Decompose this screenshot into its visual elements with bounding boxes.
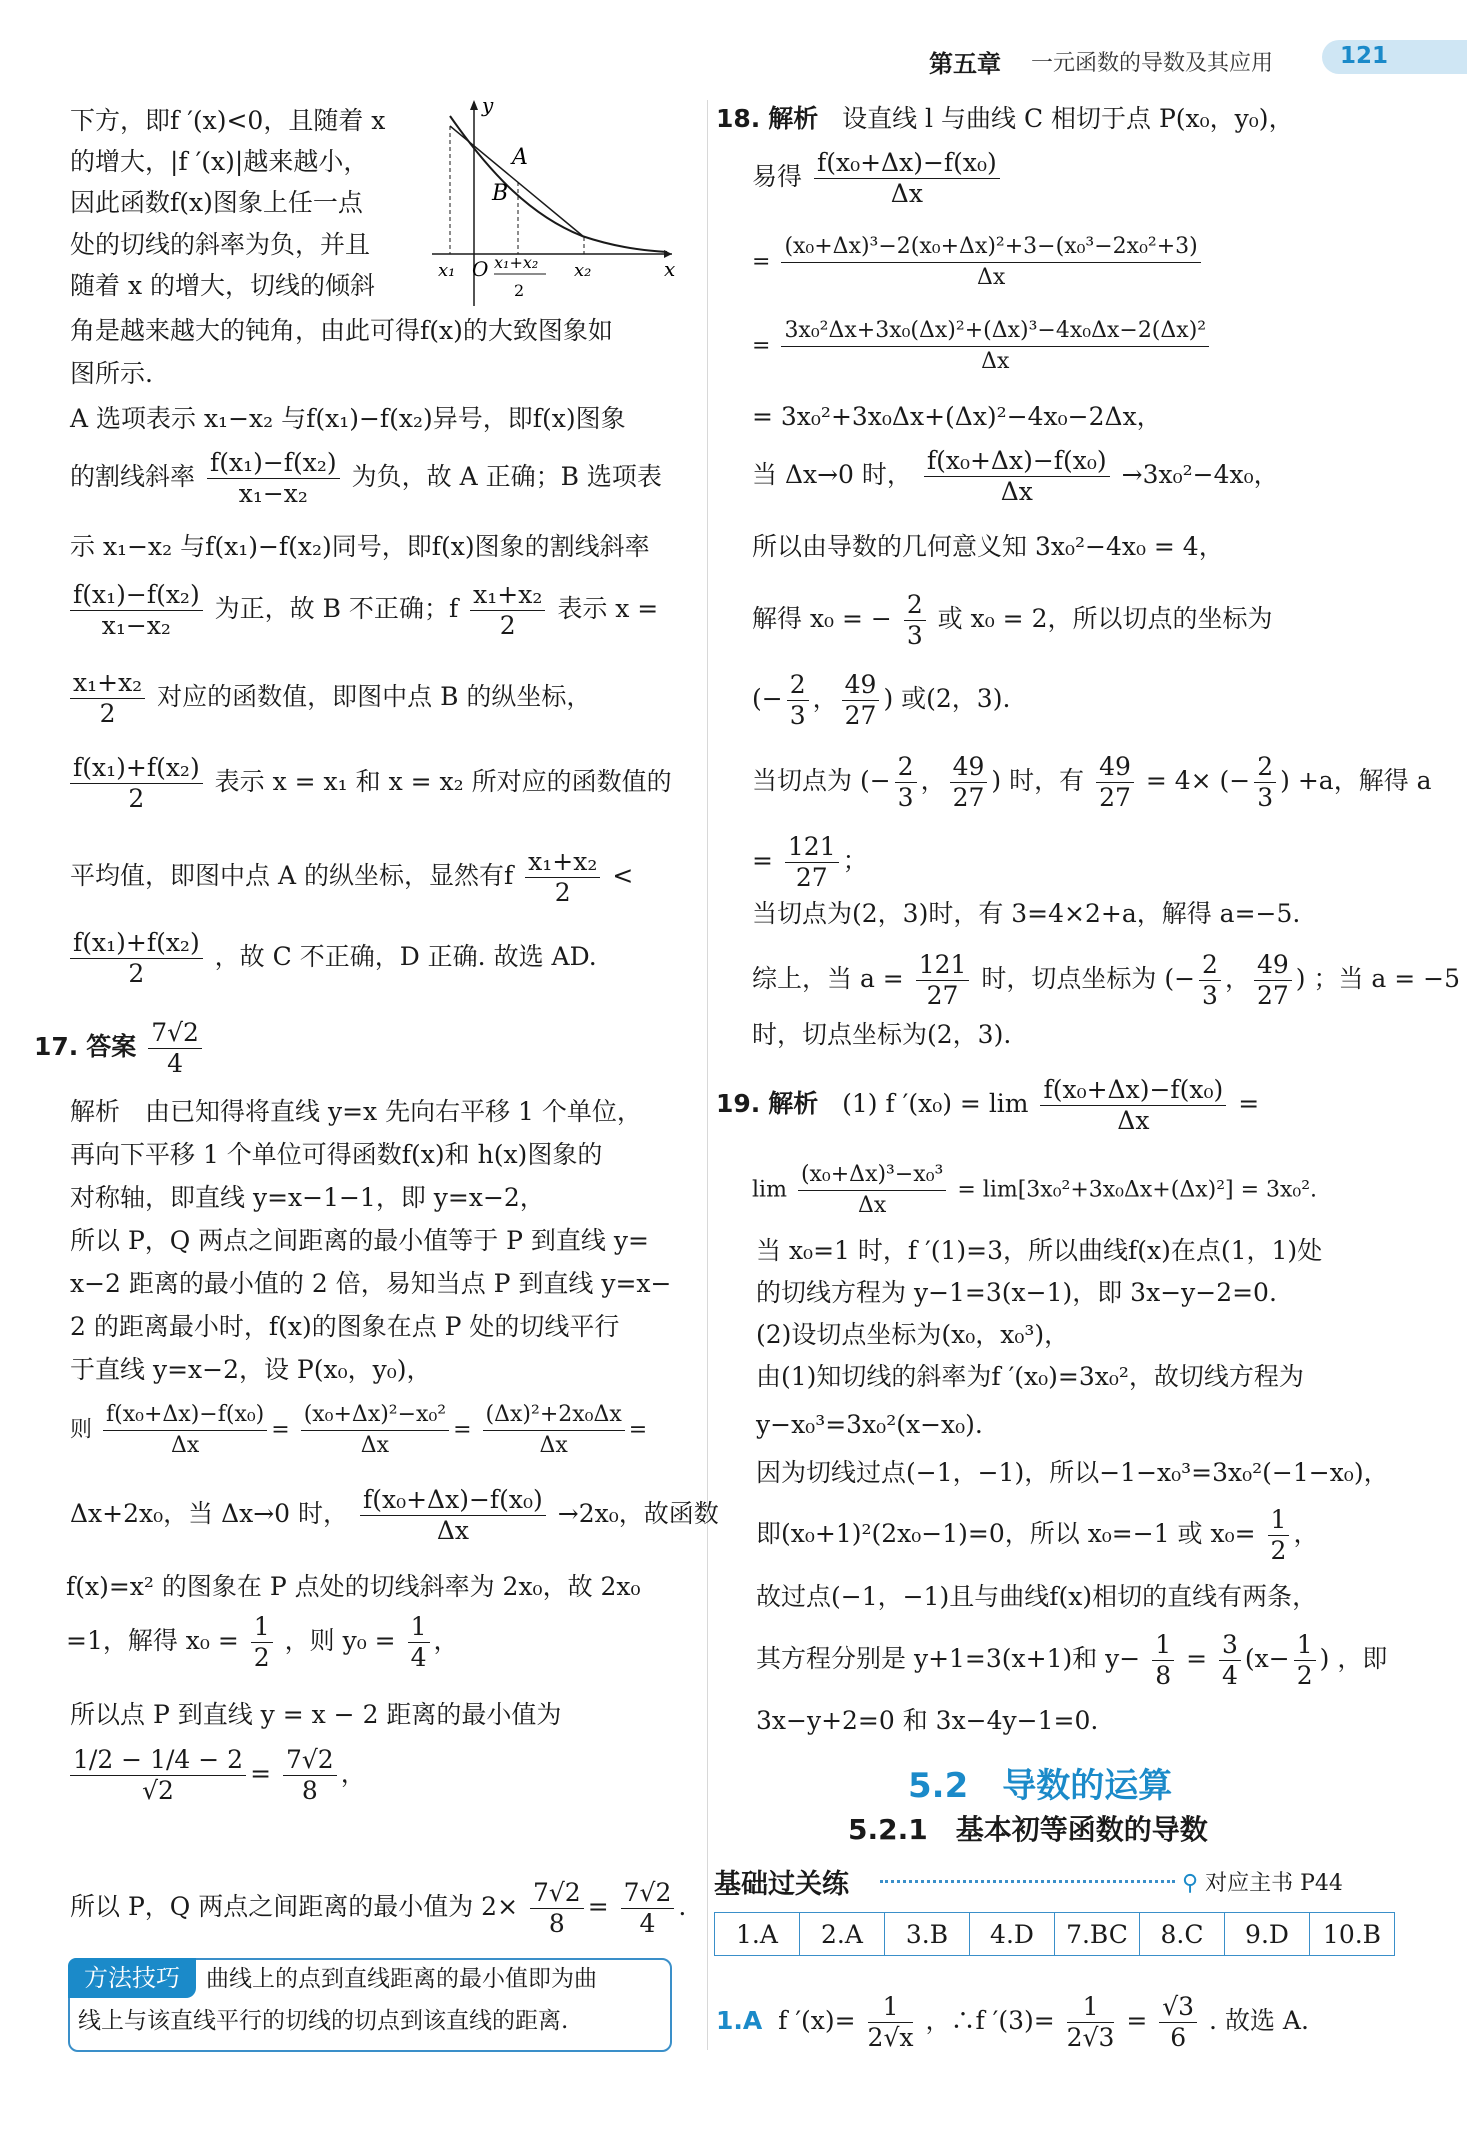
chapter-title: 一元函数的导数及其应用 [1031, 51, 1274, 76]
text-span: →2x₀，故函数 [557, 1499, 719, 1528]
text-span: (1) f ′(x₀) = lim [842, 1089, 1029, 1118]
denominator: 2 [99, 699, 116, 728]
text-span: 表示 x = [557, 594, 659, 623]
denominator: Δx [170, 1433, 200, 1458]
text-span: 当切点为 [752, 766, 853, 795]
graph-mid: x₁+x₂ [494, 253, 539, 272]
denominator: x₁−x₂ [238, 479, 308, 508]
subsection-title: 5.2.1 基本初等函数的导数 [848, 1813, 1208, 1846]
text-span: 为正，故 B 不正确；f [214, 594, 459, 623]
text-line: 时，切点坐标为(2，3). [752, 1020, 1012, 1049]
denominator: 3 [906, 621, 923, 650]
denominator: 2 [253, 1643, 270, 1672]
text-span: . 故选 A. [1209, 2006, 1309, 2035]
text-span: 当 Δx→0 时， [752, 460, 912, 489]
denominator: 2√3 [1066, 2023, 1115, 2052]
text-span: 表示 x = x₁ 和 x = x₂ 所对应的函数值的 [214, 767, 672, 796]
text-span: lim [752, 1177, 787, 1203]
text-span: 其方程分别是 y+1=3(x+1)和 y− [756, 1644, 1141, 1673]
numerator: f(x₁)+f(x₂) [70, 753, 203, 784]
graph-y-label: y [482, 96, 494, 117]
graph-point-a: A [512, 145, 528, 170]
numerator: 49 [842, 670, 880, 701]
numerator: 7√2 [148, 1018, 202, 1049]
text-line: 下方，即f ′(x)<0，且随着 x [70, 106, 386, 135]
numerator: 121 [785, 832, 839, 863]
numerator: 2 [1199, 950, 1221, 981]
text-span: = [1238, 1089, 1260, 1118]
text-line [752, 590, 1273, 651]
question-header [716, 102, 1294, 136]
text-span: 或(2，3). [901, 684, 1011, 713]
text-line: 2 的距离最小时，f(x)的图象在点 P 处的切线平行 [70, 1312, 620, 1341]
text-line: 平均值，即图中点 A 的纵坐标，显然有f $\frac{\text{x₁+x₂}}{2}$ < [70, 847, 634, 907]
question-number: 19. [716, 1089, 761, 1118]
text-span: = [752, 333, 771, 359]
text-line: y−x₀³=3x₀²(x−x₀). [756, 1410, 983, 1439]
text-line [752, 316, 1213, 377]
fraction [895, 752, 917, 813]
numerator: (Δx)²+2x₀Δx [483, 1400, 625, 1431]
text-line [70, 1485, 719, 1546]
denominator: 4 [1221, 1661, 1238, 1690]
denominator: 8 [1155, 1661, 1172, 1690]
numerator: (x₀+Δx)³−2(x₀+Δx)²+3−(x₀³−2x₀²+3) [781, 232, 1200, 263]
function-graph [432, 96, 680, 316]
denominator: 3 [789, 701, 806, 730]
fraction [70, 928, 203, 989]
denominator: Δx [858, 1193, 887, 1218]
denominator: Δx [539, 1433, 568, 1458]
denominator: 27 [795, 863, 828, 892]
fraction [408, 1612, 430, 1673]
text-line: (2)设切点坐标为(x₀，x₀³)， [756, 1320, 1070, 1349]
text-line: 当 x₀=1 时，f ′(1)=3，所以曲线f(x)在点(1，1)处 [756, 1236, 1323, 1265]
numerator: (x₀+Δx)³−x₀³ [798, 1160, 946, 1191]
numerator: 7√2 [283, 1745, 337, 1776]
fraction [1159, 1992, 1197, 2053]
analysis-label: 解析 [768, 104, 819, 133]
text-line: 所以 P，Q 两点之间距离的最小值为 2× $\frac{7√2}{8}$ = $\frac{7√2}{4}$ . [70, 1878, 687, 1938]
text-span: 时，有 [1009, 766, 1085, 795]
answer-label: 答案 [86, 1032, 137, 1061]
dotted-rule [880, 1880, 1175, 1883]
text-line: 所以由导数的几何意义知 3x₀²−4x₀ = 4， [752, 532, 1224, 561]
text-line [752, 148, 1004, 209]
fraction [1294, 1630, 1316, 1691]
numerator: 3x₀²Δx+3x₀(Δx)²+(Δx)³−4x₀Δx−2(Δx)² [781, 316, 1209, 347]
text-line: 当切点为 (− $\frac{2}{3}$ ， $\frac{49}{27}$ ) 时，有 $\frac{49}{27}$ = 4× (− $\frac{2}{3}$ ) +a，解得 a [752, 752, 1432, 812]
fraction [916, 950, 970, 1011]
text-line: 由(1)知切线的斜率为f ′(x₀)=3x₀²，故切线方程为 [756, 1362, 1304, 1391]
numerator: f(x₁)+f(x₂) [70, 928, 203, 959]
text-line: = $\frac{121}{27}$ ； [752, 832, 868, 892]
numerator: 1 [1067, 1992, 1115, 2023]
denominator: 3 [1202, 981, 1218, 1010]
question-header [34, 1018, 206, 1079]
text-line: x−2 距离的最小值的 2 倍，易知当点 P 到直线 y=x− [70, 1269, 672, 1298]
text-line: 图所示. [70, 359, 153, 388]
text-line [752, 446, 1279, 507]
fraction [283, 1745, 337, 1806]
fraction [621, 1878, 675, 1939]
denominator: 6 [1170, 2023, 1187, 2052]
basic-practice-label: 基础过关练 [714, 1869, 849, 1900]
numerator: f(x₁)−f(x₂) [70, 580, 203, 611]
graph-origin: O [472, 257, 489, 281]
text-line: 随着 x 的增大，切线的倾斜 [70, 271, 375, 300]
text-line [66, 753, 672, 814]
text-line [70, 448, 662, 509]
denominator: 27 [1256, 981, 1289, 1010]
numerator: 1 [251, 1612, 273, 1643]
text-span: 或 x₀ = 2，所以切点的坐标为 [937, 604, 1273, 633]
text-span: ，故 C 不正确，D 正确. 故选 AD. [214, 942, 597, 971]
question-header [716, 1075, 1259, 1136]
numerator: (x₀+Δx)²−x₀² [301, 1400, 449, 1431]
text-span: = 4× [1145, 766, 1212, 795]
fraction [1219, 1630, 1241, 1691]
text-span: 平均值，即图中点 A 的纵坐标，显然有f [70, 861, 514, 890]
text-span: = [1126, 2006, 1148, 2035]
text-line: 的切线方程为 y−1=3(x−1)，即 3x−y−2=0. [756, 1278, 1277, 1307]
fraction [787, 670, 809, 731]
text-span: 所以 P，Q 两点之间距离的最小值为 2× [70, 1892, 519, 1921]
fraction [483, 1400, 625, 1461]
fraction [1067, 1992, 1115, 2053]
denominator: Δx [981, 349, 1010, 374]
answer-cell: 9.D [1225, 1913, 1310, 1956]
numerator: f(x₀+Δx)−f(x₀) [360, 1485, 546, 1516]
denominator: Δx [436, 1516, 469, 1545]
text-span: 设直线 l 与曲线 C 相切于点 P(x₀，y₀)， [842, 104, 1294, 133]
text-span: = [752, 249, 771, 275]
text-span: 综上，当 a = [752, 964, 904, 993]
numerator: 2 [1254, 752, 1276, 783]
text-span: 则 [70, 1417, 93, 1443]
text-line: 所以 P，Q 两点之间距离的最小值等于 P 到直线 y= [70, 1226, 649, 1255]
denominator: √2 [142, 1776, 174, 1805]
method-tip-text: 线上与该直线平行的切线的切点到该直线的距离. [78, 2008, 569, 2034]
numerator: 2 [895, 752, 917, 783]
denominator: Δx [976, 265, 1006, 290]
text-span: =1，解得 x₀ = [66, 1626, 239, 1655]
fraction [924, 446, 1110, 507]
text-line: 处的切线的斜率为负，并且 [70, 230, 371, 259]
numerator: 49 [1254, 950, 1292, 981]
denominator: 27 [952, 783, 985, 812]
fraction [301, 1400, 449, 1461]
fraction [148, 1018, 202, 1079]
text-line: 示 x₁−x₂ 与f(x₁)−f(x₂)同号，即f(x)图象的割线斜率 [70, 532, 650, 561]
denominator: 2 [128, 959, 145, 988]
text-line: 当切点为(2，3)时，有 3=4×2+a，解得 a=−5. [752, 899, 1301, 928]
denominator: 27 [844, 701, 877, 730]
numerator: 3 [1219, 1630, 1241, 1661]
fraction [1040, 1075, 1226, 1136]
fraction [1096, 752, 1134, 813]
denominator: 2 [128, 784, 145, 813]
text-line: (− $\frac{2}{3}$ ， $\frac{49}{27}$ ) 或(2，3). [752, 670, 1011, 730]
column-divider [707, 100, 708, 2050]
fraction [207, 448, 340, 509]
denominator: 2 [1296, 1661, 1313, 1690]
denominator: 2 [554, 878, 571, 907]
denominator: 4 [410, 1643, 427, 1672]
fraction [842, 670, 880, 731]
denominator: 4 [639, 1909, 656, 1938]
fraction [904, 590, 926, 651]
fraction [360, 1485, 546, 1546]
fraction [70, 1745, 246, 1806]
fraction [950, 752, 988, 813]
text-line: 其方程分别是 y+1=3(x+1)和 y− $\frac{1}{8}$ = $\frac{3}{4}$ (x− $\frac{1}{2}$ ) ，即 [756, 1630, 1388, 1690]
numerator: 49 [1096, 752, 1134, 783]
text-span: ，∴f ′(3)= [925, 2006, 1055, 2035]
fraction [781, 232, 1200, 293]
graph-x1: x₁ [438, 260, 456, 281]
text-span: 为负，故 A 正确；B 选项表 [351, 462, 662, 491]
text-line: 于直线 y=x−2，设 P(x₀，y₀)， [70, 1355, 432, 1384]
text-line: 因为切线过点(−1，−1)，所以−1−x₀³=3x₀²(−1−x₀)， [756, 1458, 1389, 1487]
denominator: 3 [897, 783, 914, 812]
section-title: 5.2 导数的运算 [908, 1766, 1173, 1806]
numerator: 1/2 − 1/4 − 2 [70, 1745, 246, 1776]
answer-cell: 4.D [970, 1913, 1055, 1956]
fraction [785, 832, 839, 893]
numerator: 1 [868, 1992, 914, 2023]
fraction [530, 1878, 584, 1939]
text-span: ，则 y₀ = [284, 1626, 396, 1655]
numerator: f(x₀+Δx)−f(x₀) [1040, 1075, 1226, 1106]
answer-cell: 2.A [800, 1913, 885, 1956]
denominator: 2√x [867, 2023, 914, 2052]
graph-point-b: B [492, 181, 509, 206]
text-line: 角是越来越大的钝角，由此可得f(x)的大致图象如 [70, 316, 613, 345]
text-line: 再向下平移 1 个单位可得函数f(x)和 h(x)图象的 [70, 1140, 603, 1169]
text-span: f ′(x)= [778, 2006, 856, 2035]
graph-x-label: x [664, 257, 676, 281]
numerator: 1 [1152, 1630, 1174, 1661]
answer-cell: 10.B [1310, 1913, 1395, 1956]
text-line: 故过点(−1，−1)且与曲线f(x)相切的直线有两条， [756, 1582, 1318, 1611]
numerator: f(x₀+Δx)−f(x₀) [924, 446, 1110, 477]
fraction [1254, 752, 1276, 813]
text-span: →3x₀²−4x₀， [1121, 460, 1279, 489]
text-line [752, 1160, 1317, 1221]
denominator: Δx [1000, 477, 1033, 506]
text-span: 易得 [752, 162, 803, 191]
fraction [251, 1612, 273, 1673]
fraction [470, 580, 545, 641]
numerator: 1 [1294, 1630, 1316, 1661]
numerator: f(x₀+Δx)−f(x₀) [814, 148, 1000, 179]
denominator: 2 [1270, 1536, 1287, 1565]
denominator: 27 [1099, 783, 1131, 812]
question-number: 17. [34, 1032, 79, 1061]
method-tip-text: 曲线上的点到直线距离的最小值即为曲 [206, 1966, 597, 1992]
denominator: 27 [926, 981, 959, 1010]
fraction [868, 1992, 914, 2053]
graph-x2: x₂ [574, 260, 592, 281]
page-number: 121 [1340, 43, 1389, 69]
numerator: 121 [916, 950, 970, 981]
denominator: 3 [1257, 783, 1274, 812]
text-span: = [1186, 1644, 1208, 1673]
text-line: 所以点 P 到直线 y = x − 2 距离的最小值为 [70, 1700, 562, 1729]
numerator: 1 [1268, 1505, 1290, 1536]
text-span: 时，切点坐标为 [981, 964, 1157, 993]
text-line: 则 $\frac{\text{f(x₀+Δx)−f(x₀)}}{\Delta x}$ = $\frac{\text{(x₀+Δx)²−x₀²}}{\Delta x}$ = $\frac{\text{(Δx)²+2x₀Δx}}{\Delta x}$ = [70, 1400, 647, 1461]
question-number: 1.A [716, 2006, 763, 2035]
fraction [70, 580, 203, 641]
text-line: 即(x₀+1)²(2x₀−1)=0，所以 x₀=−1 或 x₀= $\frac{1}{2}$ ， [756, 1505, 1319, 1565]
question-number: 18. [716, 104, 761, 133]
fraction [525, 847, 600, 908]
fraction [1152, 1630, 1174, 1691]
denominator: 2 [499, 611, 516, 640]
text-line: = 3x₀²+3x₀Δx+(Δx)²−4x₀−2Δx， [752, 402, 1162, 431]
numerator: 7√2 [621, 1878, 675, 1909]
text-line: 解析 由已知得将直线 y=x 先向右平移 1 个单位， [70, 1097, 642, 1126]
text-span: = lim[3x₀²+3x₀Δx+(Δx)²] = 3x₀². [957, 1177, 1318, 1203]
fraction [70, 668, 145, 729]
reference-text: 对应主书 P44 [1205, 1871, 1343, 1896]
text-line [66, 928, 597, 989]
text-span: 的割线斜率 [70, 462, 196, 491]
denominator: x₁−x₂ [101, 611, 171, 640]
denominator: Δx [1117, 1106, 1150, 1135]
chapter-label: 第五章 [929, 50, 1001, 78]
page-number-badge [1322, 40, 1467, 74]
text-line: 对称轴，即直线 y=x−1−1，即 y=x−2， [70, 1183, 545, 1212]
numerator: 7√2 [530, 1878, 584, 1909]
fraction [70, 753, 203, 814]
answer-cell: 3.B [885, 1913, 970, 1956]
text-line [752, 232, 1205, 293]
text-line [66, 668, 591, 729]
denominator: 8 [301, 1776, 318, 1805]
text-span: +a，解得 a [1297, 766, 1432, 795]
denominator: 8 [548, 1909, 565, 1938]
text-span: Δx+2x₀，当 Δx→0 时， [70, 1499, 349, 1528]
text-span: ；当 a = −5 [1313, 964, 1461, 993]
fraction [103, 1400, 267, 1461]
answer-cell: 8.C [1140, 1913, 1225, 1956]
text-line: 的增大，|f ′(x)|越来越小， [70, 147, 369, 176]
fraction [1268, 1505, 1290, 1566]
denominator: Δx [890, 179, 923, 208]
text-line: 综上，当 a = $\frac{121}{27}$ 时，切点坐标为 (− $\frac{2}{3}$ ， $\frac{49}{27}$ ) ；当 a = −5 [752, 950, 1461, 1010]
text-line [716, 1992, 1309, 2053]
reference-link[interactable] [1182, 1866, 1343, 1897]
denominator: Δx [360, 1433, 390, 1458]
fraction [814, 148, 1000, 209]
text-span: 对应的函数值，即图中点 B 的纵坐标， [157, 682, 592, 711]
method-tip-tag: 方法技巧 [68, 1958, 196, 1998]
fraction [781, 316, 1209, 377]
numerator: f(x₀+Δx)−f(x₀) [103, 1400, 267, 1431]
text-line: A 选项表示 x₁−x₂ 与f(x₁)−f(x₂)异号，即f(x)图象 [70, 404, 626, 433]
graph-mid-den: 2 [514, 281, 525, 300]
denominator: 4 [167, 1049, 184, 1078]
text-span: 即(x₀+1)²(2x₀−1)=0，所以 x₀=−1 或 x₀= [756, 1519, 1256, 1548]
numerator: f(x₁)−f(x₂) [207, 448, 340, 479]
text-span: ，即 [1337, 1644, 1388, 1673]
fraction [1254, 950, 1292, 1011]
text-span: 解得 x₀ = − [752, 604, 892, 633]
numerator: x₁+x₂ [525, 847, 600, 878]
text-line: $\frac{1/2 - 1/4 - 2}{√2}$ = $\frac{7√2}{8}$ ， [66, 1745, 366, 1806]
analysis-label: 解析 [768, 1089, 819, 1118]
text-line: f(x)=x² 的图象在 P 点处的切线斜率为 2x₀，故 2x₀ [66, 1572, 641, 1601]
numerator: 49 [950, 752, 988, 783]
numerator: 2 [787, 670, 809, 701]
text-line: 因此函数f(x)图象上任一点 [70, 188, 363, 217]
numerator: x₁+x₂ [70, 668, 145, 699]
answer-cell: 7.BC [1055, 1913, 1140, 1956]
text-line: 3x−y+2=0 和 3x−4y−1=0. [756, 1706, 1099, 1735]
numerator: 2 [904, 590, 926, 621]
search-icon: ⚲ [1182, 1871, 1199, 1896]
numerator: 1 [408, 1612, 430, 1643]
answer-table [714, 1912, 1395, 1956]
numerator: x₁+x₂ [470, 580, 545, 611]
text-line: =1，解得 x₀ = $\frac{1}{2}$ ，则 y₀ = $\frac{1}{4}$ ， [66, 1612, 459, 1672]
text-span: = [752, 846, 773, 875]
numerator: √3 [1159, 1992, 1197, 2023]
text-line [66, 580, 658, 641]
answer-cell: 1.A [715, 1913, 800, 1956]
fraction [798, 1160, 946, 1221]
fraction [1199, 950, 1221, 1011]
